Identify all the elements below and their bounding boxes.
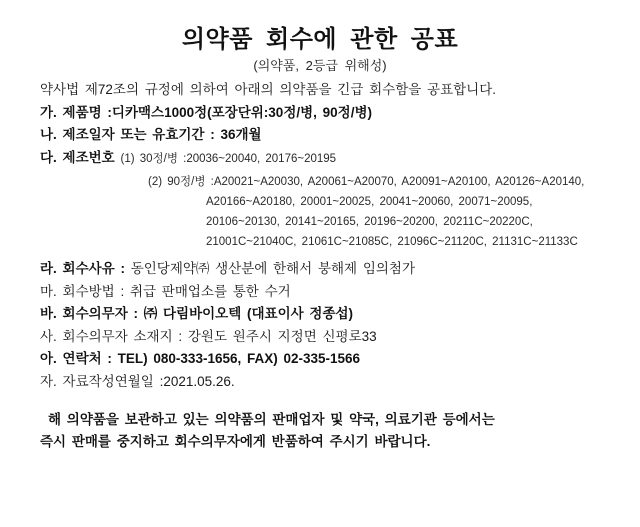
written-date-line: 자. 자료작성연월일 :2021.05.26. — [40, 373, 235, 389]
intro-line: 약사법 제72조의 규정에 의하여 아래의 의약품을 긴급 회수함을 공표합니다. — [40, 82, 497, 97]
expiry-line: 나. 제조일자 또는 유효기간 : 36개월 — [40, 127, 262, 142]
recall-reason-line — [40, 258, 610, 281]
notice-body — [0, 79, 640, 453]
recaller-address-line: 사. 회수의무자 소재지 : 강원도 원주시 지정면 신평로33 — [40, 328, 377, 344]
recall-reason-label: 라. 회수사유 : — [40, 261, 131, 276]
lot-number-line — [40, 147, 610, 171]
closing-notice-line2: 즉시 판매를 중지하고 회수의무자에게 반품하여 주시기 바랍니다. — [40, 434, 431, 449]
lot-90-values-line3: 20106~20130, 20141~20165, 20196~20200, 20211C~20220C, — [206, 216, 533, 228]
lot-90-values-line2: A20166~A20180, 20001~20025, 20041~20060, 20071~20095, — [206, 196, 533, 208]
contact-line: 아. 연락처 : TEL) 080-333-1656, FAX) 02-335-1566 — [40, 351, 361, 366]
lot-90-values-line1: (2) 90정/병 :A20021~A20030, A20061~A20070, A20091~A20100, A20126~A20140, — [148, 176, 585, 188]
recaller-line: 바. 회수의무자 : ㈜ 다림바이오텍 (대표이사 정종섭) — [40, 306, 354, 321]
risk-grade-subtitle: (의약품, 2등급 위해성) — [253, 58, 387, 73]
page-title: 의약품 회수에 관한 공표 — [181, 26, 459, 53]
recall-method-line: 마. 회수방법 : 취급 판매업소를 통한 수거 — [40, 283, 291, 299]
lot-30-values: (1) 30정/병 :20036~20040, 20176~20195 — [120, 152, 337, 165]
recall-reason-text: 동인당제약㈜ 생산분에 한해서 붕해제 임의첨가 — [130, 261, 416, 276]
closing-notice-line1: 해 의약품을 보관하고 있는 의약품의 판매업자 및 약국, 의료기관 등에서는 — [48, 412, 495, 427]
product-name-line: 가. 제품명 :디카맥스1000정(포장단위:30정/병, 90정/병) — [40, 104, 372, 120]
lot-90-values-line4: 21001C~21040C, 21061C~21085C, 21096C~21120C, 21131C~21133C — [206, 236, 578, 248]
lot-number-label: 다. 제조번호 — [40, 149, 115, 165]
